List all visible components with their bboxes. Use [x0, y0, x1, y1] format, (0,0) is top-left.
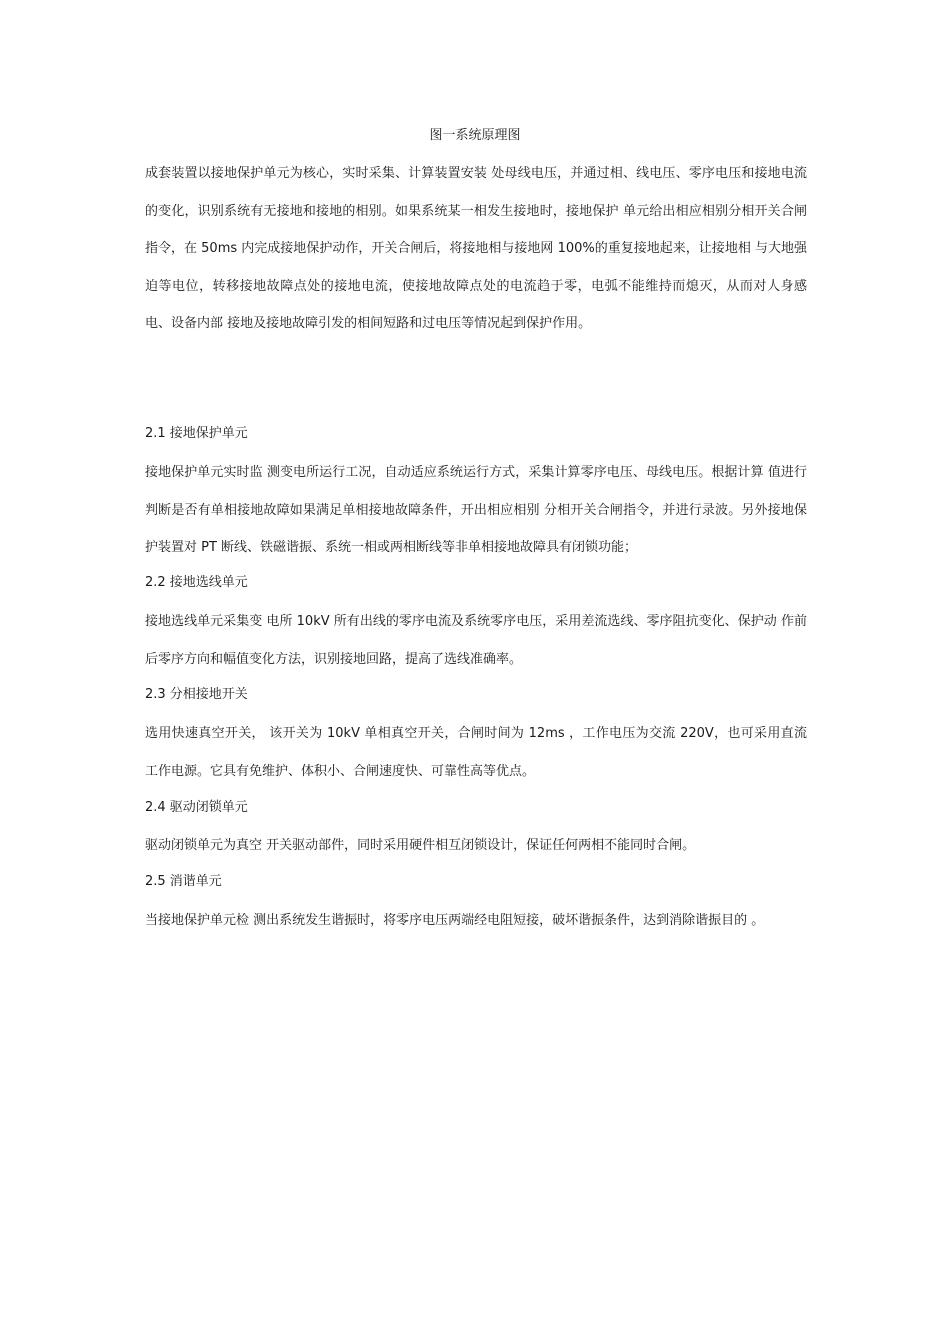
section-heading-2-2: 2.2 接地选线单元 — [145, 575, 248, 590]
section-body-2-3: 选用快速真空开关， 该开关为 10kV 单相真空开关，合闸时间为 12ms ，工作电压为交流 220V，也可采用直流 工作电源。它具有免维护、体积小、合闸速度快、可靠性高等优点。 — [145, 726, 807, 779]
intro-paragraph: 成套装置以接地保护单元为核心，实时采集、计算装置安装 处母线电压，并通过相、线电压、零序电压和接地电流的变化，识别系统有无接地和接地的相别。如果系统某一相发生接地时，接地保护 单元给出相应相别分相开关合闸指令，在 50ms 内完成接地保护动作，开关合闸后，将接地相与接地网 100%的重复接地起来，让接地相 与大地强迫等电位，转移接地故障点处的接地电流，使接地故障点处的电流趋于零，电弧不能维持而熄灭，从而对人身感电、设备内部 接地及接地故障引发的相间短路和过电压等情况起到保护作用。 — [145, 166, 807, 331]
section-heading-2-3: 2.3 分相接地开关 — [145, 687, 248, 702]
section-body-2-1: 接地保护单元实时监 测变电所运行工况，自动适应系统运行方式，采集计算零序电压、母线电压。根据计算 值进行判断是否有单相接地故障如果满足单相接地故障条件，开出相应相别 分相开关合闸指令，并进行录波。另外接地保护装置对 PT 断线、铁磁谐振、系统一相或两相断线等非单相接地故障具有闭锁功能； — [145, 465, 807, 555]
section-heading-2-4: 2.4 驱动闭锁单元 — [145, 800, 248, 815]
section-body-2-2: 接地选线单元采集变 电所 10kV 所有出线的零序电流及系统零序电压，采用差流选线、零序阻抗变化、保护动 作前后零序方向和幅值变化方法，识别接地回路，提高了选线准确率。 — [145, 614, 807, 667]
section-heading-2-1: 2.1 接地保护单元 — [145, 426, 248, 441]
section-heading-2-5: 2.5 消谐单元 — [145, 874, 222, 889]
section-body-2-5: 当接地保护单元检 测出系统发生谐振时，将零序电压两端经电阻短接，破坏谐振条件，达到消除谐振目的 。 — [145, 913, 765, 928]
figure-caption: 图一系统原理图 — [429, 128, 521, 143]
section-body-2-4: 驱动闭锁单元为真空 开关驱动部件，同时采用硬件相互闭锁设计，保证任何两相不能同时合闸。 — [145, 838, 696, 853]
